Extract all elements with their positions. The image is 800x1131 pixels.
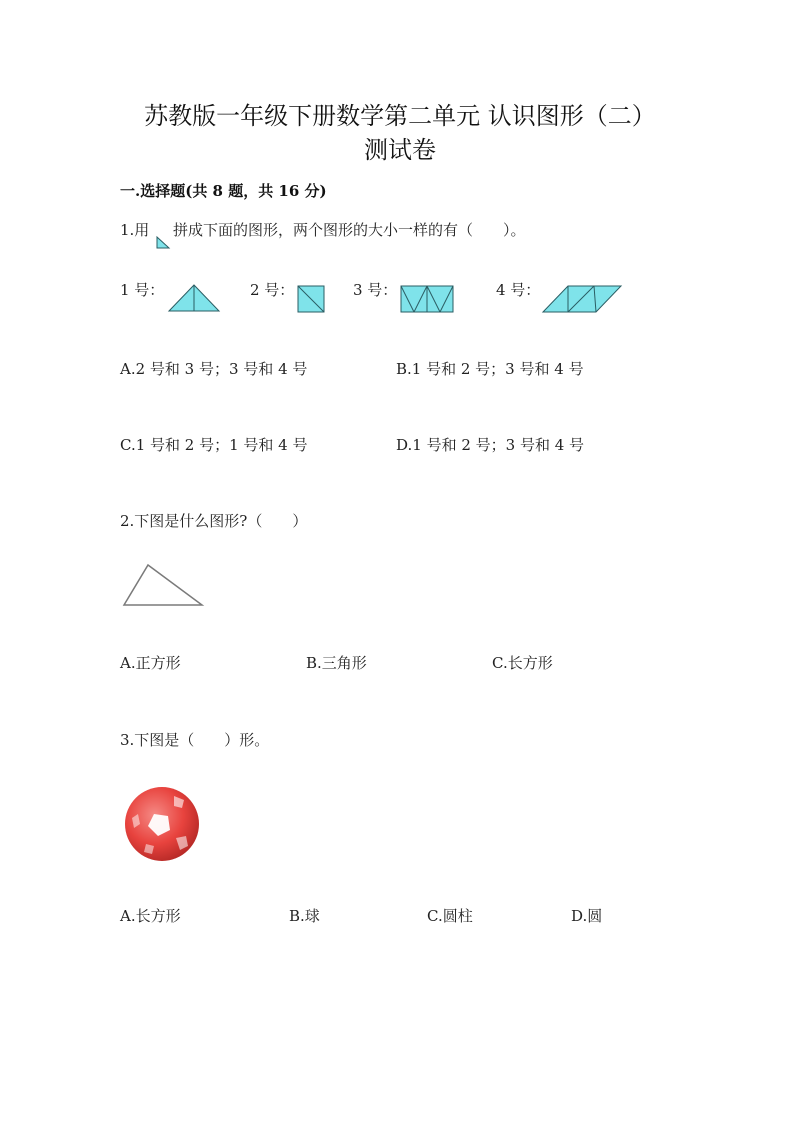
q1-option-a[interactable]: A.2 号和 3 号；3 号和 4 号 bbox=[120, 360, 308, 378]
section-heading: 一.选择题(共 8 题，共 16 分) bbox=[120, 182, 327, 200]
figure-label-2: 2 号： bbox=[250, 281, 295, 299]
q1-option-d[interactable]: D.1 号和 2 号；3 号和 4 号 bbox=[396, 436, 585, 454]
page-title: 苏教版一年级下册数学第二单元 认识图形（二） bbox=[144, 102, 656, 130]
small-triangle-piece-icon bbox=[156, 236, 170, 249]
q3-option-b[interactable]: B.球 bbox=[289, 907, 320, 925]
q3-option-a[interactable]: A.长方形 bbox=[120, 907, 181, 925]
figure-label-4: 4 号： bbox=[496, 281, 541, 299]
q1-option-b[interactable]: B.1 号和 2 号；3 号和 4 号 bbox=[396, 360, 584, 378]
figure-label-1: 1 号： bbox=[120, 281, 165, 299]
q3-option-c[interactable]: C.圆柱 bbox=[427, 907, 473, 925]
q1-option-c[interactable]: C.1 号和 2 号；1 号和 4 号 bbox=[120, 436, 308, 454]
page-subtitle: 测试卷 bbox=[364, 136, 436, 164]
soccer-ball-image bbox=[124, 786, 200, 862]
q2-stem: 2.下图是什么图形?（ ） bbox=[120, 512, 308, 530]
figure-4-parallelogram bbox=[542, 285, 622, 313]
q1-stem: 拼成下面的图形，两个图形的大小一样的有（ ）。 bbox=[173, 221, 526, 239]
q2-triangle-figure bbox=[122, 563, 204, 607]
figure-label-3: 3 号： bbox=[353, 281, 398, 299]
q1-prefix: 1.用 bbox=[120, 221, 150, 239]
q2-option-b[interactable]: B.三角形 bbox=[306, 654, 367, 672]
figure-1-triangle bbox=[168, 284, 220, 312]
q2-option-c[interactable]: C.长方形 bbox=[492, 654, 553, 672]
figure-3-rectangle bbox=[400, 285, 454, 313]
q3-option-d[interactable]: D.圆 bbox=[571, 907, 603, 925]
figure-2-square bbox=[297, 285, 325, 313]
q3-stem: 3.下图是（ ）形。 bbox=[120, 731, 270, 749]
q2-option-a[interactable]: A.正方形 bbox=[120, 654, 181, 672]
